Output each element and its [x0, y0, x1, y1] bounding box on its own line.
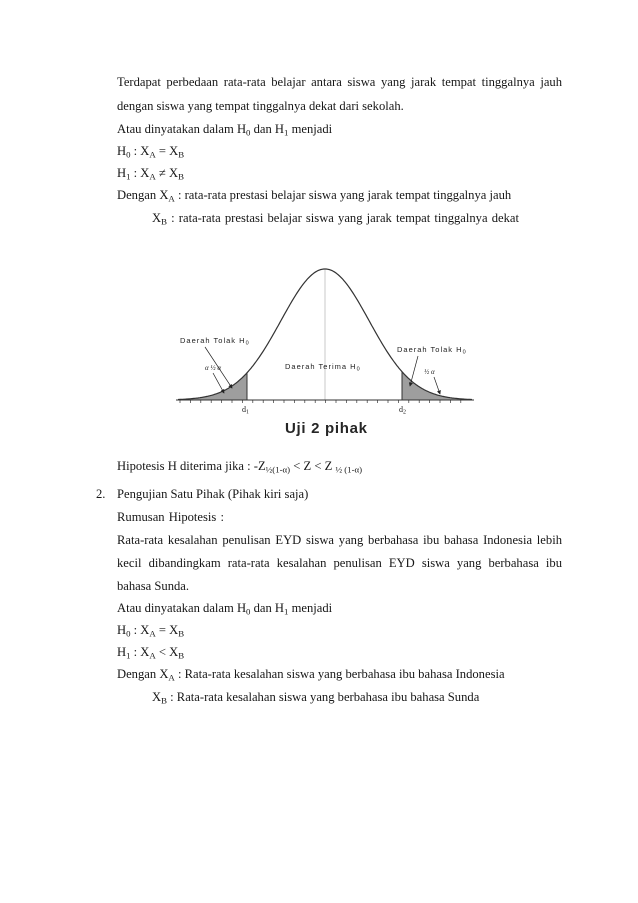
reject-region-label-right — [397, 345, 467, 356]
reject-region-left — [178, 373, 247, 400]
text-run: X — [152, 690, 162, 704]
paragraph-line: Terdapat perbedaan rata-rata belajar antara siswa yang jarak tempat tinggalnya jauh — [117, 75, 562, 89]
text-run: Dengan X — [117, 188, 169, 202]
text-run: H — [117, 144, 127, 158]
text-run: = X — [155, 144, 179, 158]
accept-region-label — [285, 362, 361, 373]
text-run: ≠ X — [155, 166, 179, 180]
text-run: : rata-rata prestasi belajar siswa yang jarak tempat tinggalnya dekat — [167, 211, 519, 225]
text-run: H — [117, 623, 127, 637]
hypothesis-h1 — [117, 644, 184, 660]
text-run: : X — [130, 645, 150, 659]
subscript: A — [149, 171, 156, 182]
subscript: 0 — [246, 127, 251, 138]
subscript: A — [168, 672, 175, 683]
subscript: A — [149, 149, 156, 160]
paragraph-line: bahasa Sunda. — [117, 579, 190, 593]
subscript: A — [168, 193, 175, 204]
text-run: < X — [155, 645, 179, 659]
subscript: B — [178, 650, 185, 661]
paragraph-line: dengan siswa yang tempat tinggalnya dekat dari sekolah. — [117, 99, 404, 113]
subscript: 0 — [462, 349, 467, 356]
subscript: ½(1-α) — [265, 464, 291, 475]
text-run: : X — [130, 144, 150, 158]
definition-xb — [152, 689, 479, 705]
subscript: B — [161, 216, 167, 227]
subscript: B — [161, 695, 167, 706]
hypothesis-h0 — [117, 622, 184, 638]
label-text: Daerah Tolak H — [180, 336, 246, 345]
subscript: 1 — [126, 171, 131, 182]
subscript: 1 — [284, 606, 289, 617]
label-text: Daerah Terima H — [285, 362, 357, 371]
label-text: Daerah Tolak H — [397, 345, 463, 354]
text-run: Hipotesis H diterima jika : -Z — [117, 459, 266, 473]
critical-value-d1 — [242, 405, 249, 416]
text-run: menjadi — [288, 601, 333, 615]
alpha-label-right: ½ α — [424, 368, 435, 376]
subscript: 0 — [356, 366, 361, 373]
subscript: 0 — [246, 606, 251, 617]
subscript: 1 — [246, 409, 249, 416]
text-run: Atau dinyatakan dalam H — [117, 122, 247, 136]
hypothesis-h1 — [117, 165, 184, 181]
formulation-label: Rumusan Hipotesis : — [117, 510, 224, 524]
pointer-arrow-alpha-right — [434, 377, 440, 394]
critical-value-d2 — [399, 405, 406, 416]
subscript: B — [178, 628, 185, 639]
pointer-arrow-right — [410, 356, 418, 386]
text-run: menjadi — [288, 122, 333, 136]
paragraph-line: kecil dibandingkam rata-rata kesalahan penulisan EYD siswa yang berbahasa ibu — [117, 556, 562, 570]
figure-caption: Uji 2 pihak — [285, 420, 368, 437]
text-run: dan H — [250, 601, 285, 615]
text-run: : rata-rata prestasi belajar siswa yang jarak tempat tinggalnya jauh — [174, 188, 512, 202]
definition-xa — [117, 666, 505, 682]
alpha-label-left: α ½ α — [205, 364, 222, 372]
acceptance-rule — [117, 458, 362, 474]
text-run: : X — [130, 623, 150, 637]
subscript: 0 — [126, 628, 131, 639]
subscript: ½ (1-α) — [335, 464, 363, 475]
subscript: 0 — [245, 340, 250, 347]
text-run: : Rata-rata kesalahan siswa yang berbahasa ibu bahasa Sunda — [167, 690, 480, 704]
text-run: dan H — [250, 122, 285, 136]
two-tailed-test-figure — [170, 258, 480, 448]
label-text: d — [242, 405, 246, 414]
subscript: 1 — [126, 650, 131, 661]
subscript: A — [149, 650, 156, 661]
pointer-arrow-alpha-left — [213, 373, 224, 393]
hypothesis-statement-intro — [117, 600, 332, 616]
text-run: < Z < Z — [290, 459, 336, 473]
reject-region-label-left — [180, 336, 250, 347]
paragraph-line: Rata-rata kesalahan penulisan EYD siswa yang berbahasa ibu bahasa Indonesia lebih — [117, 533, 562, 547]
subscript: 1 — [284, 127, 289, 138]
text-run: Atau dinyatakan dalam H — [117, 601, 247, 615]
definition-xa — [117, 187, 511, 203]
hypothesis-statement-intro — [117, 121, 332, 137]
subscript: A — [149, 628, 156, 639]
subscript: B — [178, 149, 185, 160]
text-run: Dengan X — [117, 667, 169, 681]
subscript: 2 — [403, 409, 406, 416]
text-run: = X — [155, 623, 179, 637]
text-run: : X — [130, 166, 150, 180]
label-text: d — [399, 405, 403, 414]
subscript: 0 — [126, 149, 131, 160]
section-heading: Pengujian Satu Pihak (Pihak kiri saja) — [117, 487, 309, 501]
hypothesis-h0 — [117, 143, 184, 159]
list-number: 2. — [96, 487, 106, 501]
subscript: B — [178, 171, 184, 182]
definition-xb — [152, 210, 519, 226]
text-run: : Rata-rata kesalahan siswa yang berbahasa ibu bahasa Indonesia — [174, 667, 505, 681]
text-run: H — [117, 166, 127, 180]
text-run: X — [152, 211, 162, 225]
text-run: H — [117, 645, 127, 659]
